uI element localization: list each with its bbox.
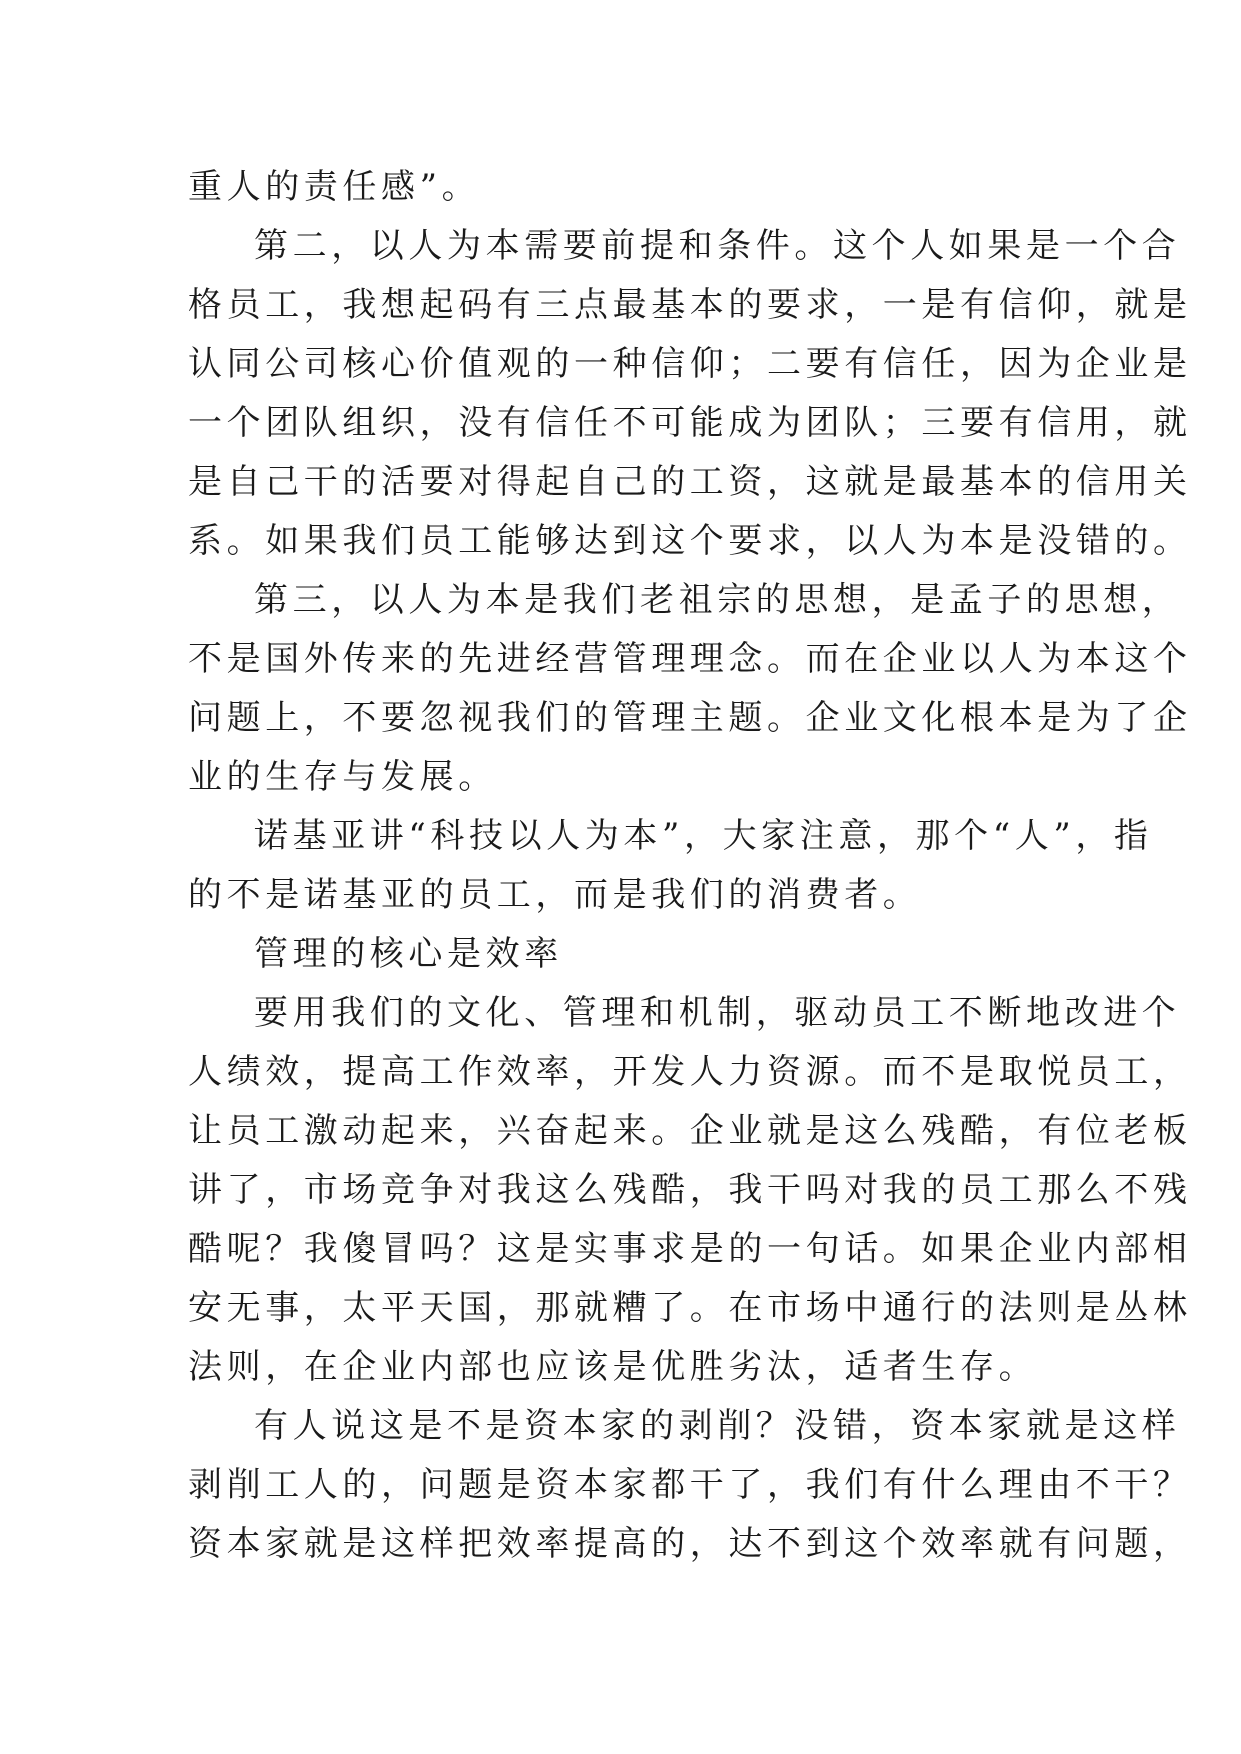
text-line: 剥削工人的，问题是资本家都干了，我们有什么理由不干？ (188, 1465, 1192, 1505)
text-line: 讲了，市场竞争对我这么残酷，我干吗对我的员工那么不残 (188, 1170, 1192, 1210)
text-line: 法则，在企业内部也应该是优胜劣汰，适者生存。 (188, 1347, 1038, 1387)
text-line: 业的生存与发展。 (188, 757, 497, 797)
text-line: 不是国外传来的先进经营管理理念。而在企业以人为本这个 (188, 639, 1192, 679)
paragraph-start-line: 有人说这是不是资本家的剥削？没错，资本家就是这样 (254, 1406, 1181, 1446)
text-line: 人绩效，提高工作效率，开发人力资源。而不是取悦员工， (188, 1052, 1192, 1092)
text-line: 资本家就是这样把效率提高的，达不到这个效率就有问题， (188, 1524, 1192, 1564)
text-line: 安无事，太平天国，那就糟了。在市场中通行的法则是丛林 (188, 1288, 1192, 1328)
text-line: 酷呢？我傻冒吗？这是实事求是的一句话。如果企业内部相 (188, 1229, 1192, 1269)
text-line: 格员工，我想起码有三点最基本的要求，一是有信仰，就是 (188, 285, 1192, 325)
text-line: 认同公司核心价值观的一种信仰；二要有信任，因为企业是 (188, 344, 1192, 384)
text-line: 系。如果我们员工能够达到这个要求，以人为本是没错的。 (188, 521, 1192, 561)
section-heading: 管理的核心是效率 (254, 934, 563, 974)
text-line: 问题上，不要忽视我们的管理主题。企业文化根本是为了企 (188, 698, 1192, 738)
text-line: 让员工激动起来，兴奋起来。企业就是这么残酷，有位老板 (188, 1111, 1192, 1151)
text-line: 是自己干的活要对得起自己的工资，这就是最基本的信用关 (188, 462, 1192, 502)
document-body (188, 158, 1192, 1574)
text-line: 一个团队组织，没有信任不可能成为团队；三要有信用，就 (188, 403, 1192, 443)
paragraph-start-line: 第二，以人为本需要前提和条件。这个人如果是一个合 (254, 226, 1181, 266)
paragraph-start-line: 要用我们的文化、管理和机制，驱动员工不断地改进个 (254, 993, 1181, 1033)
text-line: 的不是诺基亚的员工，而是我们的消费者。 (188, 875, 922, 915)
paragraph-start-line: 诺基亚讲“科技以人为本”，大家注意，那个“人”，指 (254, 816, 1153, 856)
paragraph-start-line: 第三，以人为本是我们老祖宗的思想，是孟子的思想， (254, 580, 1181, 620)
text-line: 重人的责任感”。 (188, 167, 481, 207)
